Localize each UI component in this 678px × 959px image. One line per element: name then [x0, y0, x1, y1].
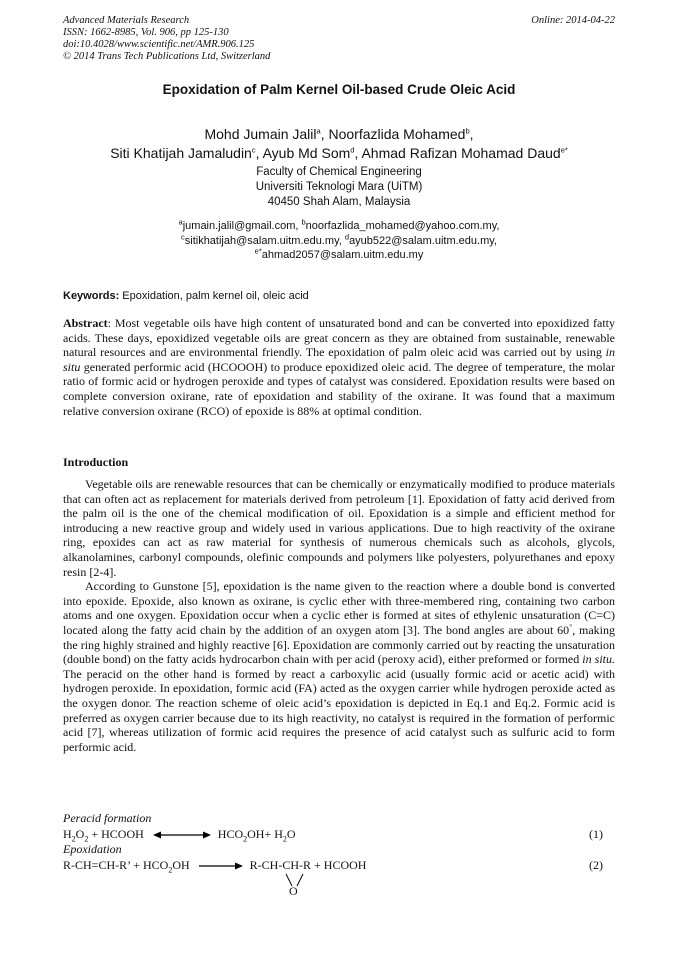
email-superscript: a	[178, 217, 183, 227]
affiliation-line: 40450 Shah Alam, Malaysia	[267, 196, 411, 208]
eq-sub: 2	[282, 834, 287, 844]
author-superscript: e*	[560, 145, 568, 155]
paragraph: Vegetable oils are renewable resources that can be chemically or enzymatically modified to produce materials that can often act as replacement for materials derived from petroleum [1]. Epoxidation of fatty acid derived from the palm oil is the one of the chemical modification of oil. Epoxidation is a simple and efficient method for introducing a new reactive group and widely used in various applications. Due to high reactivity of the oxirane ring, epoxides can act as raw material for synthesis of numerous chemicals such as alcohols, glycols, alkanolamines, carbonyl compounds, olefinic compounds and polymers like polyesters, polyurethanes and epoxy resin [2-4].	[63, 477, 615, 579]
author-line-2	[30, 144, 648, 163]
eq-sub: 2	[71, 834, 76, 844]
eq2-lhs	[63, 858, 190, 875]
eq-text: H	[63, 827, 72, 841]
email-superscript: d	[344, 231, 350, 241]
degree-symbol: °	[569, 621, 573, 631]
paragraph-text: , making the ring highly strained and highly reactive [6]. Epoxidation are commonly carried out by reacting the unsaturation (double bond) on the fatty acids hydrocarbon chain with per acid (peroxy acid), either preformed or formed	[63, 622, 615, 667]
equation-2	[63, 858, 615, 873]
keywords-text: Epoxidation, palm kernel oil, oleic acid	[119, 290, 309, 302]
abstract	[63, 316, 615, 418]
affiliation-line: Universiti Teknologi Mara (UiTM)	[255, 181, 423, 193]
equation-label: Peracid formation	[63, 811, 152, 825]
eq-text: OH+ H	[247, 827, 283, 841]
equation-number: (2)	[589, 858, 603, 872]
equation-1-label	[63, 811, 615, 826]
section-heading: Introduction	[63, 455, 129, 469]
eq2-rhs: R-CH-CH-R + HCOOH	[249, 858, 367, 872]
author-name: , Noorfazlida Mohamed	[320, 126, 466, 142]
author-name: , Ahmad Rafizan Mohamad Daud	[354, 145, 561, 161]
equation-number: (1)	[589, 827, 603, 841]
email-superscript: e*	[254, 246, 262, 256]
author-superscript: d	[350, 145, 355, 155]
issn-line: ISSN: 1662-8985, Vol. 906, pp 125-130	[63, 27, 229, 38]
email-link[interactable]: jumain.jalil@gmail.com,	[182, 220, 302, 232]
email-superscript: c	[181, 231, 185, 241]
paper-title: Epoxidation of Palm Kernel Oil-based Crude Oleic Acid	[162, 82, 516, 97]
email-link[interactable]: noorfazlida_mohamed@yahoo.com.my,	[305, 220, 500, 232]
abstract-label: Abstract	[63, 316, 108, 330]
eq1-rhs	[217, 827, 296, 844]
eq-text: HCO	[217, 827, 244, 841]
email-line	[60, 231, 618, 249]
paragraph-text: According to Gunstone [5], epoxidation is the name given to the reaction where a double bond is converted into epoxide. Epoxide, also known as oxirane, is cyclic ether with three-membered ring, containing two carbon atoms and one oxygen. Epoxidation occur when a cyclic ether is formed at sites of ethylenic unsaturation (C=C) located along the fatty acid chain by the addition of an oxygen atom [3]. The bond angles are about 60	[63, 579, 615, 637]
keywords	[63, 290, 615, 302]
eq-text: OH	[172, 858, 190, 872]
paragraph-italic: in situ.	[582, 652, 615, 667]
online-date: Online: 2014-04-22	[531, 15, 615, 26]
journal-header	[63, 15, 615, 63]
abstract-italic: in situ	[63, 345, 615, 374]
keywords-label: Keywords:	[63, 290, 120, 302]
eq-sub: 2	[243, 834, 248, 844]
author-list	[30, 125, 648, 163]
double-arrow-icon	[153, 830, 211, 840]
abstract-text: : Most vegetable oils have high content of unsaturated bond and can be converted into epoxidized fatty acids. These days, epoxidized vegetable oils are great concern as they are obtained from sustainable, renewable natural resources and are environmental friendly. The epoxidation of palm oleic acid was carried out by using	[63, 316, 615, 360]
copyright-line: © 2014 Trans Tech Publications Ltd, Switzerland	[63, 51, 271, 62]
epoxide-oxygen: O	[289, 884, 298, 898]
eq-sub: 2	[168, 865, 173, 875]
eq-text: O	[286, 827, 296, 841]
email-line	[60, 248, 618, 263]
paragraph-text: The peracid on the other hand is formed by react a carboxylic acid (usually formic acid or acetic acid) with hydrogen peroxide. In epoxidation, formic acid (FA) acted as the oxygen carrier while hydrogen peroxide acted as the oxygen donor. The reaction scheme of oleic acid’s epoxidation is depicted in Eq.1 and Eq.2. Formic acid is preferred as oxygen carrier because due to its high reactivity, no catalyst is required in the formation of performic acid [7], whereas utilization of formic acid requires the presence of acid catalyst such as sulfuric acid to form performic acid.	[63, 666, 615, 754]
paragraph	[63, 579, 615, 754]
email-link[interactable]: ayub522@salam.uitm.edu.my,	[349, 234, 497, 247]
email-list	[60, 219, 618, 263]
author-name: Mohd Jumain Jalil	[204, 126, 317, 142]
eq1-lhs	[63, 827, 144, 844]
author-line-1	[30, 125, 648, 144]
doi-line: doi:10.4028/www.scientific.net/AMR.906.125	[63, 39, 255, 50]
affiliation-line: Faculty of Chemical Engineering	[256, 166, 422, 178]
author-separator: ,	[469, 126, 474, 142]
abstract-text: generated performic acid (HCOOOH) to produce epoxidized oleic acid. The degree of temperature, the molar ratio of formic acid or hydrogen peroxide and types of catalyst was considered. Epoxidation results were based on complete conversion oxirane, rate of epoxidation and stability of the oxirane. It was found that a maximum relative conversion oxirane (RCO) of epoxide is 88% at optimal condition.	[63, 359, 615, 418]
equation-2-label	[63, 842, 615, 857]
equation-label: Epoxidation	[63, 842, 122, 856]
author-superscript: a	[316, 126, 321, 136]
eq-text: O	[75, 827, 85, 841]
journal-name: Advanced Materials Research	[63, 15, 190, 26]
eq-text: + HCOOH	[88, 827, 144, 841]
author-name: Siti Khatijah Jamaludin	[110, 145, 252, 161]
email-superscript: b	[301, 217, 306, 227]
eq-text: R-CH=CH-R’ + HCO	[63, 858, 169, 872]
eq-sub: 2	[84, 834, 89, 844]
email-link[interactable]: ahmad2057@salam.uitm.edu.my	[261, 249, 424, 261]
right-arrow-icon	[199, 861, 243, 871]
introduction-body	[63, 477, 615, 754]
affiliation	[100, 165, 578, 210]
author-superscript: b	[465, 126, 470, 136]
email-link[interactable]: sitikhatijah@salam.uitm.edu.my,	[184, 234, 345, 247]
email-line	[60, 219, 618, 234]
author-name: , Ayub Md Som	[255, 145, 351, 161]
equation-1	[63, 827, 615, 842]
author-superscript: c	[251, 145, 256, 155]
